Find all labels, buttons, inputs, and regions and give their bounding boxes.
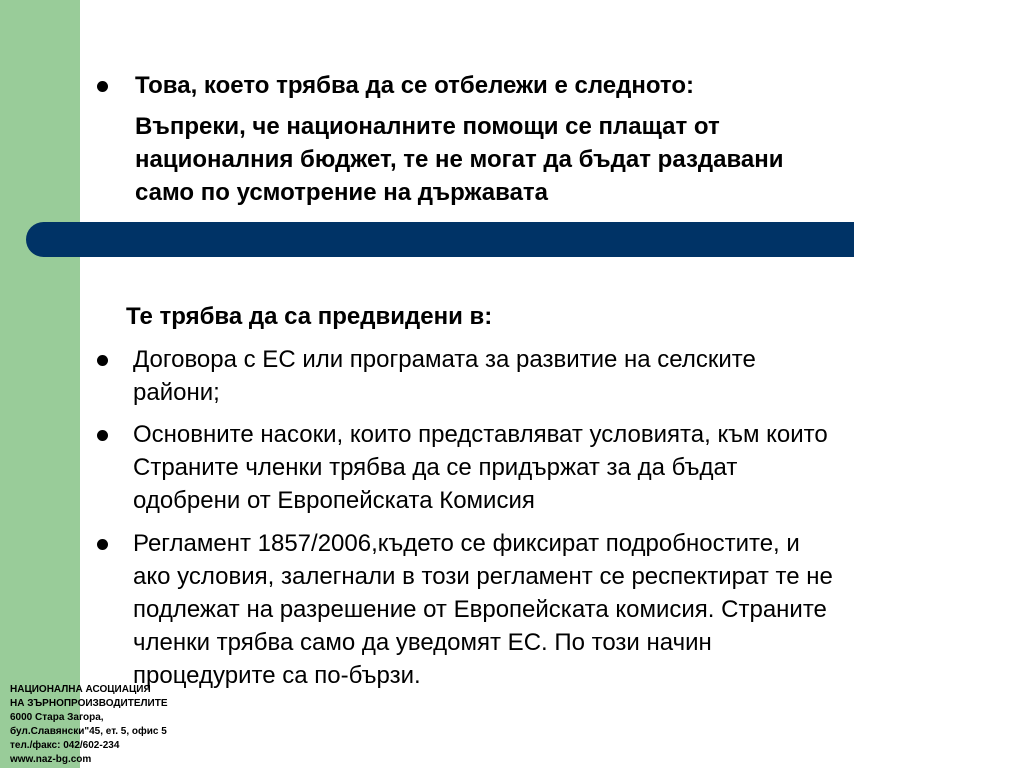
- list-item-line: процедурите са по-бързи.: [133, 662, 421, 689]
- list-item-line: одобрени от Европейската Комисия: [133, 487, 535, 514]
- list-item-line: райони;: [133, 379, 220, 406]
- footer-line: www.naz-bg.com: [10, 754, 92, 765]
- list-item-line: Договора с ЕС или програмата за развитие на селските: [133, 346, 756, 373]
- bullet-icon: [97, 81, 108, 92]
- footer-line: 6000 Стара Загора,: [10, 712, 104, 723]
- footer-line: НАЦИОНАЛНА АСОЦИАЦИЯ: [10, 684, 151, 695]
- bullet-icon: [97, 539, 108, 550]
- divider-band: [26, 222, 854, 257]
- bullet-icon: [97, 430, 108, 441]
- intro-body-line: Въпреки, че националните помощи се плащат от: [135, 113, 720, 140]
- list-item-line: членки трябва само да уведомят ЕС. По този начин: [133, 629, 712, 656]
- list-item-line: Основните насоки, които представляват условията, към които: [133, 421, 828, 448]
- list-item-line: Страните членки трябва да се придържат за да бъдат: [133, 454, 738, 481]
- list-item: [133, 527, 833, 692]
- intro-body: [135, 110, 784, 209]
- footer-line: тел./факс: 042/602-234: [10, 740, 120, 751]
- footer-line: НА ЗЪРНОПРОИЗВОДИТЕЛИТЕ: [10, 698, 168, 709]
- organization-footer: [10, 683, 168, 767]
- provisions-heading: Те трябва да са предвидени в:: [126, 303, 493, 330]
- list-item: [133, 418, 828, 517]
- list-item: [133, 343, 756, 409]
- intro-body-line: националния бюджет, те не могат да бъдат раздавани: [135, 146, 784, 173]
- bullet-icon: [97, 355, 108, 366]
- list-item-line: подлежат на разрешение от Европейската комисия. Страните: [133, 596, 827, 623]
- list-item-line: ако условия, залегнали в този регламент се респектират те не: [133, 563, 833, 590]
- footer-line: бул.Славянски"45, ет. 5, офис 5: [10, 726, 167, 737]
- list-item-line: Регламент 1857/2006,където се фиксират подробностите, и: [133, 530, 800, 557]
- intro-body-line: само по усмотрение на държавата: [135, 179, 549, 206]
- intro-heading: Това, което трябва да се отбележи е следното:: [135, 72, 694, 99]
